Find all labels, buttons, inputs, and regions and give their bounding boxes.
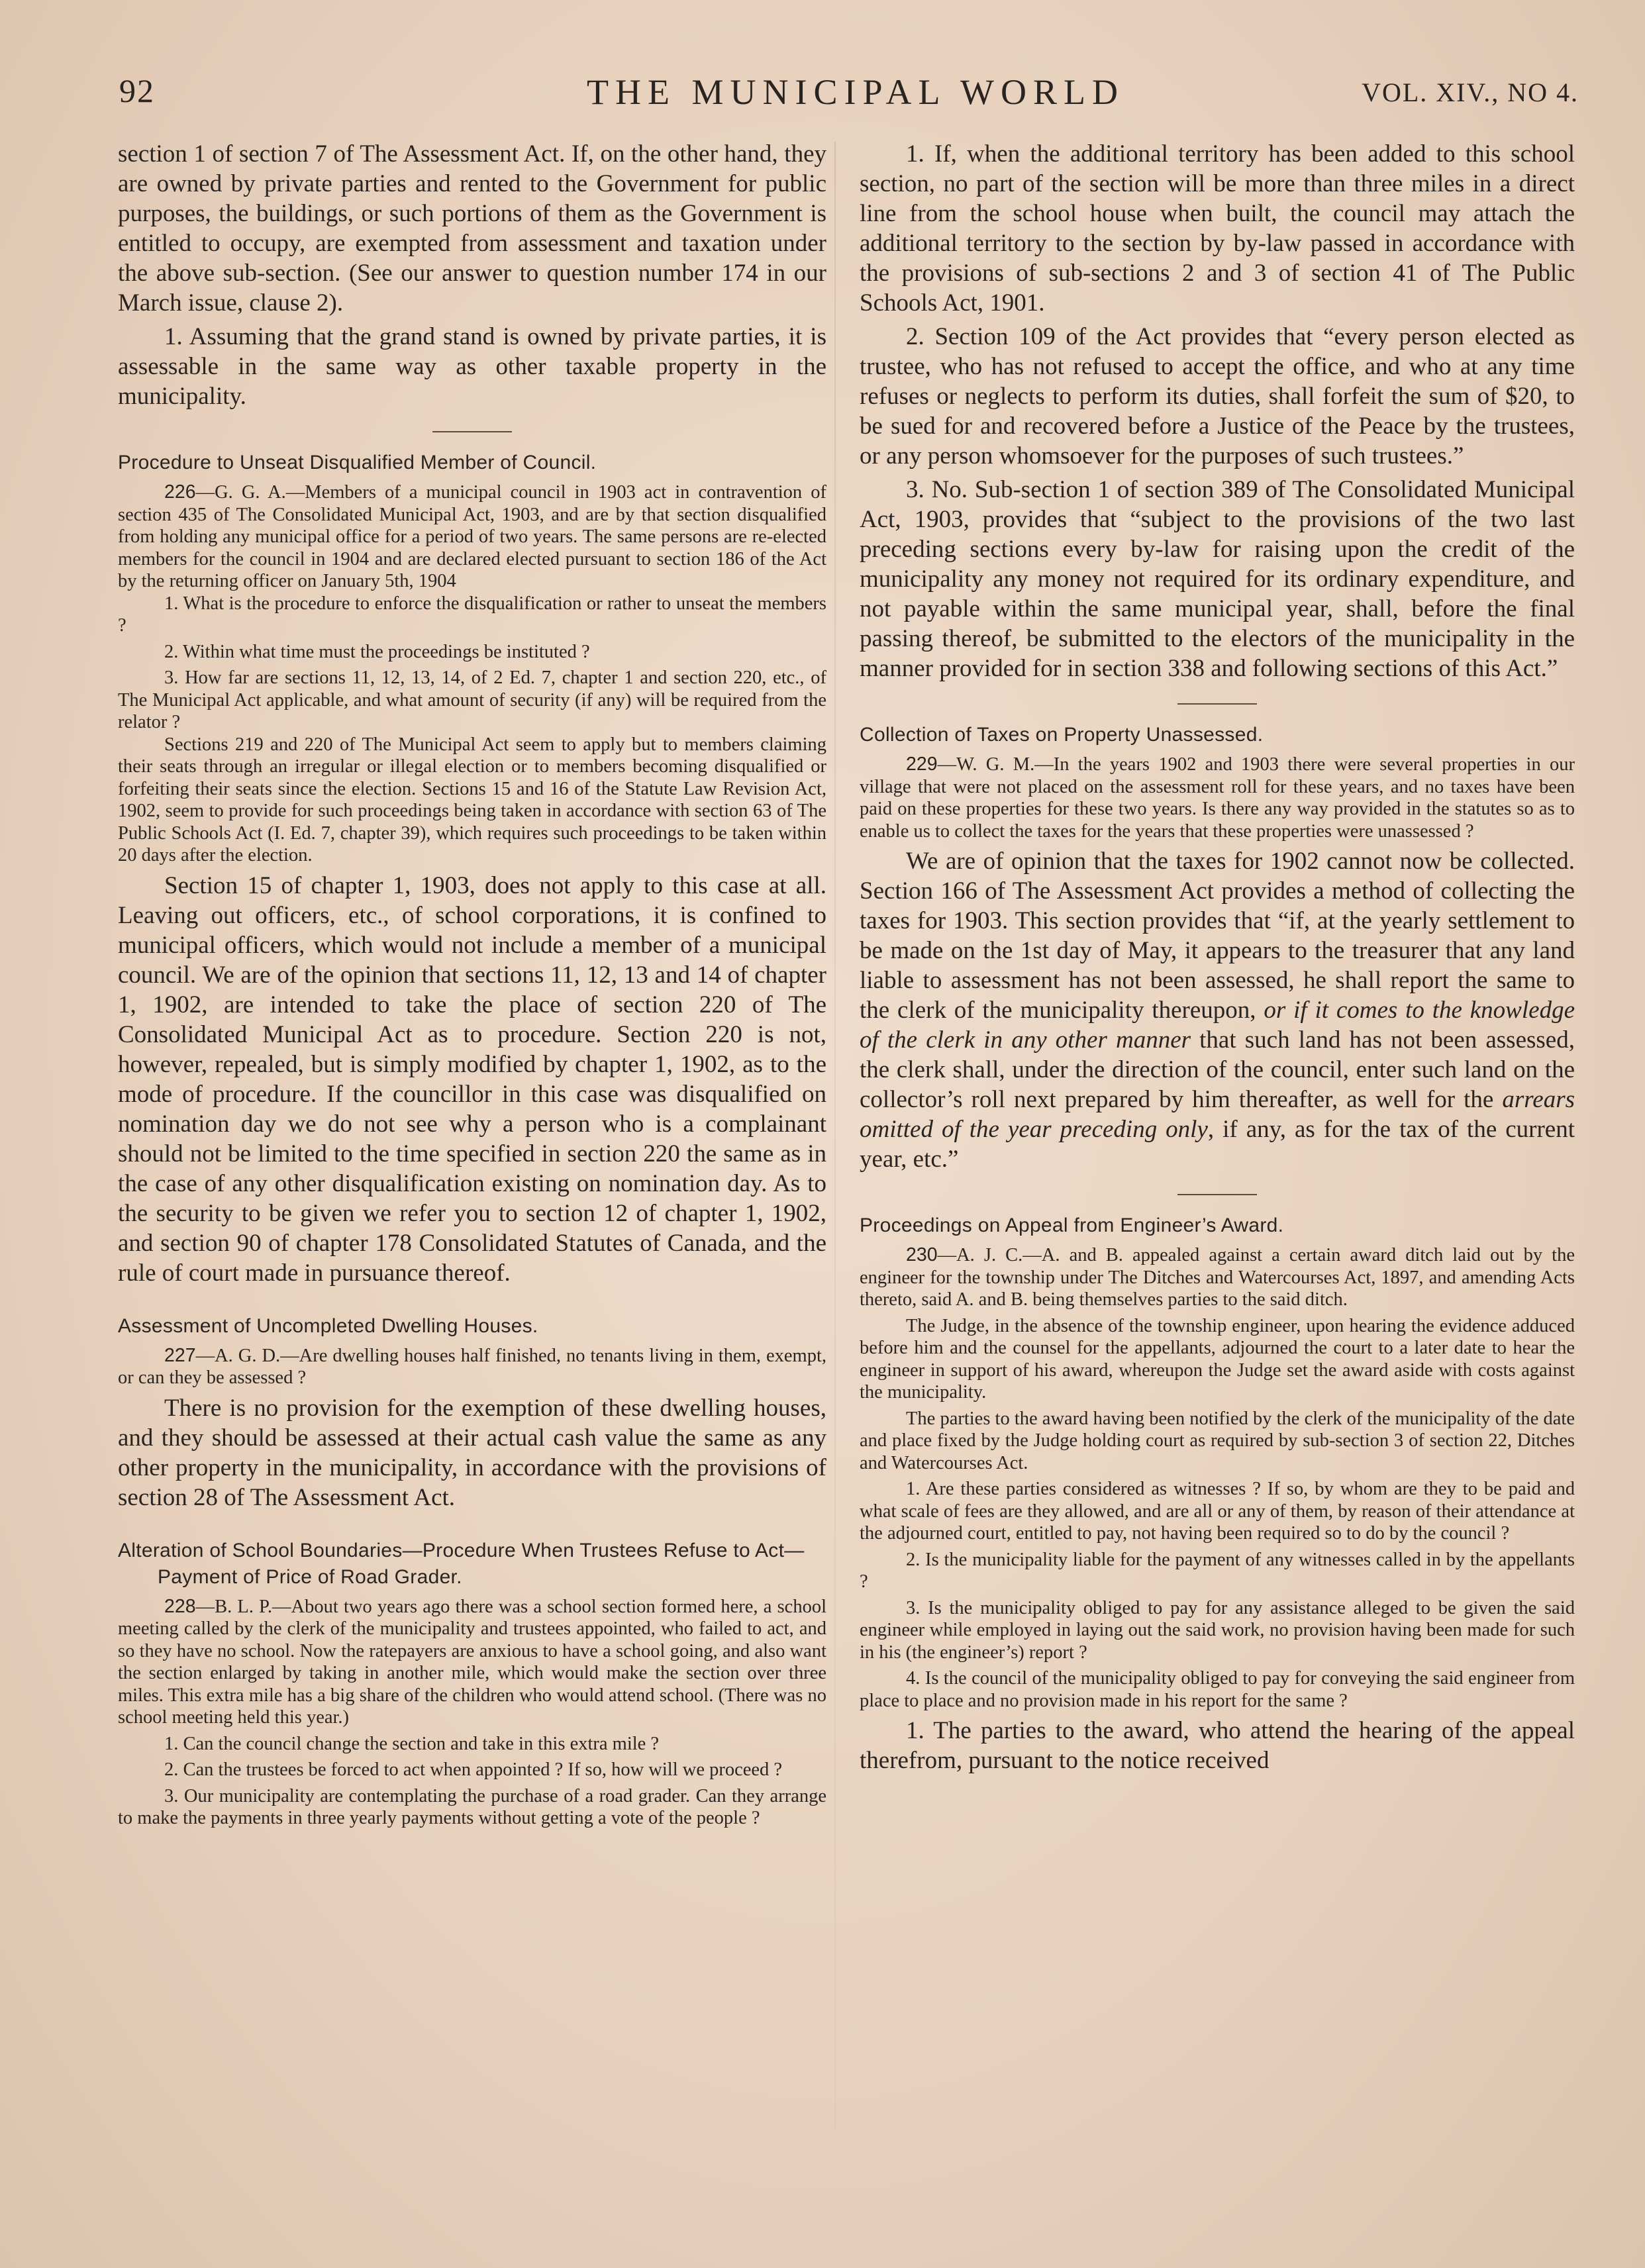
question-paragraph: The Judge, in the absence of the township engineer, upon hearing the evidence adduced before him and the counsel for the appellants, adjourned the court to a later date to hear the engineer in support of his award, whereupon the Judge set the award aside with costs against the municipality. — [860, 1315, 1575, 1403]
answer-paragraph: 2. Section 109 of the Act provides that “every person elected as trustee, who has not refused to accept the office, and who at any time refuses or neglects to perform its duties, shall forfeit the sum of $20, to be sued for and recovered before a Justice of the Peace by the trustees, or any person whomsoever for the purposes of such trustees.” — [860, 323, 1575, 469]
question-item: Sections 219 and 220 of The Municipal Act seem to apply but to members claiming their seats through an irregular or illegal election or to members becoming disqualified or forfeiting their seats since the election. Sections 15 and 16 of the Statute Law Revision Act, 1902, seem to provide for such proceedings being taken in accordance with section 63 of The Public Schools Act (I. Ed. 7, chapter 39), which requires such proceedings to be taken within 20 days after the election. — [118, 734, 826, 865]
question-item: 3. Is the municipality obliged to pay for any assistance alleged to be given the said engineer while employed in laying out the said work, no provision having been made for such in his (the engineer’s) report ? — [860, 1597, 1575, 1663]
question-item: 2. Is the municipality liable for the payment of any witnesses called in by the appellants ? — [860, 1549, 1575, 1592]
question-item: 1. What is the procedure to enforce the disqualification or rather to unseat the members ? — [118, 593, 826, 636]
question-item: 3. How far are sections 11, 12, 13, 14, of 2 Ed. 7, chapter 1 and section 220, etc., of The Municipal Act applicable, and what amount of security (if any) will be required from the relator ? — [118, 667, 826, 732]
question-paragraph — [118, 1345, 826, 1389]
question-paragraph — [860, 1244, 1575, 1311]
answer-paragraph: 1. The parties to the award, who attend the hearing of the appeal therefrom, pursuant to the notice received — [860, 1717, 1575, 1774]
question-text: —A. J. C.—A. and B. appealed against a certain award ditch laid out by the engineer for the township under The Ditches and Watercourses Act, 1897, and amending Acts thereto, said A. and B. being themselves parties to the said ditch. — [860, 1245, 1575, 1310]
section-heading: Proceedings on Appeal from Engineer’s Award. — [860, 1214, 1284, 1236]
question-number: 230 — [906, 1244, 938, 1265]
question-number: 228 — [164, 1595, 196, 1617]
question-item: 2. Within what time must the proceedings be instituted ? — [164, 641, 590, 662]
running-title: THE MUNICIPAL WORLD — [586, 72, 1124, 112]
page-number: 92 — [119, 72, 155, 109]
page-header — [119, 72, 1579, 118]
answer-paragraph: There is no provision for the exemption of these dwelling houses, and they should be assessed at their actual cash value the same as any other property in the municipality, in accordance with the provisions of section 28 of The Assessment Act. — [118, 1394, 826, 1511]
question-number: 229 — [906, 754, 938, 775]
question-item: 4. Is the council of the municipality obliged to pay for conveying the said engineer from place to place and no provision made in his report for the same ? — [860, 1668, 1575, 1711]
answer-paragraph: Section 15 of chapter 1, 1903, does not apply to this case at all. Leaving out officers, etc., of school corporations, it is confined to municipal officers, which would not include a member of a municipal council. We are of the opinion that sections 11, 12, 13 and 14 of chapter 1, 1902, are intended to take the place of section 220 of The Consolidated Municipal Act as to procedure. Section 220 is not, however, repealed, but is simply modified by chapter 1, 1902, as to the mode of procedure. If the councillor in this case was disqualified on nomination day we do not see why a person who is a complainant should not be limited to the time specified in section 220 the same as in the case of any other disqualification existing on nomination day. As to the security to be given we refer you to section 12 of chapter 1, 1902, and section 90 of chapter 178 Consolidated Statutes of Canada, and the rule of court made in pursuance thereof. — [118, 871, 826, 1287]
question-paragraph — [118, 1596, 826, 1729]
question-text: —G. G. A.—Members of a municipal council in 1903 act in contravention of section 435 of The Consolidated Municipal Act, 1903, and are by that section disqualified from holding any municipal office for a period of two years. The same persons are re-elected members for the council in 1904 and are declared elected pursuant to section 186 of the Act by the returning officer on January 5th, 1904 — [118, 482, 826, 591]
separator-rule — [432, 431, 512, 432]
answer-italic-text: arrears omitted of the year preceding only — [860, 1086, 1575, 1143]
section-heading: Assessment of Uncompleted Dwelling Houses. — [118, 1314, 538, 1337]
question-number: 226 — [164, 481, 196, 503]
answer-paragraph: 3. No. Sub-section 1 of section 389 of The Consolidated Municipal Act, 1903, provides that “subject to the provisions of the two last preceding sections every by-law for raising upon the credit of the municipality any money not required for its ordinary expenditure, and not payable within the same municipal year, shall, before the final passing thereof, be submitted to the electors of the municipality in the manner provided for in section 338 and following sections of this Act.” — [860, 476, 1575, 682]
answer-text: that such land has not been assessed, the clerk shall, under the direction of the council, enter such land on the collector’s roll next prepared by him thereafter, as well for the — [860, 1026, 1575, 1113]
answer-paragraph: 1. Assuming that the grand stand is owned by private parties, it is assessable in the same way as other taxable property in the municipality. — [118, 323, 826, 410]
question-number: 227 — [164, 1344, 196, 1366]
separator-rule — [1177, 1194, 1257, 1195]
left-column — [118, 139, 826, 1830]
question-item: 2. Can the trustees be forced to act when appointed ? If so, how will we proceed ? — [164, 1759, 783, 1780]
question-item: 1. Are these parties considered as witnesses ? If so, by whom are they to be paid and what scale of fees are they allowed, and are all or any of them, by reason of their attendance at the adjourned court, entitled to pay, not having been required so to do by the council ? — [860, 1479, 1575, 1544]
question-text: —B. L. P.—About two years ago there was a school section formed here, a school meeting called by the clerk of the municipality and trustees appointed, who failed to act, and so they have no school. Now the ratepayers are anxious to have a school going, and also want the section enlarged by taking in another mile, which would make the section over three miles. This extra mile has a big share of the children who would attend school. (There was no school meeting held this year.) — [118, 1596, 826, 1728]
separator-rule — [1177, 703, 1257, 705]
section-heading: Procedure to Unseat Disqualified Member of Council. — [118, 452, 597, 473]
answer-text: , if any, as for the tax of the current year, etc.” — [860, 1116, 1575, 1173]
column-divider — [834, 142, 836, 2128]
right-column — [860, 139, 1575, 1775]
section-heading: Collection of Taxes on Property Unassessed. — [860, 724, 1264, 746]
answer-paragraph — [860, 846, 1575, 1174]
question-text: —A. G. D.—Are dwelling houses half finished, no tenants living in them, exempt, or can they be assessed ? — [118, 1345, 826, 1388]
question-paragraph — [118, 481, 826, 593]
answer-text: We are of opinion that the taxes for 1902 cannot now be collected. Section 166 of The Assessment Act provides a method of collecting the taxes for 1903. This section provides that “if, at the yearly settlement to be made on the 1st day of May, it appears to the treasurer that any land liable to assessment has not been assessed, he shall report the same to the clerk of the municipality thereupon, — [860, 848, 1575, 1024]
question-item: 3. Our municipality are contemplating the purchase of a road grader. Can they arrange to make the payments in three yearly payments without getting a vote of the people ? — [118, 1785, 826, 1828]
answer-paragraph: section 1 of section 7 of The Assessment Act. If, on the other hand, they are owned by private parties and rented to the Government for public purposes, the buildings, or such portions of them as the Government is entitled to occupy, are exempted from assessment and taxation under the above sub-section. (See our answer to question number 174 in our March issue, clause 2). — [118, 140, 826, 317]
answer-paragraph: 1. If, when the additional territory has been added to this school section, no part of the section will be more than three miles in a direct line from the school house when built, the council may attach the additional territory to the section by by-law passed in accordance with the provisions of sub-sections 2 and 3 of section 41 of The Public Schools Act, 1901. — [860, 140, 1575, 317]
question-paragraph: The parties to the award having been notified by the clerk of the municipality of the date and place fixed by the Judge holding court as required by sub-section 3 of section 22, Ditches and Watercourses Act. — [860, 1408, 1575, 1473]
question-paragraph — [860, 754, 1575, 842]
section-heading: Alteration of School Boundaries—Procedure When Trustees Refuse to Act—Payment of Price of Road Grader. — [118, 1539, 805, 1588]
answer-italic-text: or if it comes to the knowledge of the clerk in any other manner — [860, 997, 1575, 1054]
question-text: —W. G. M.—In the years 1902 and 1903 there were several properties in our village that were not placed on the assessment roll for these years, and no taxes have been paid on these properties for these two years. Is there any way provided in the statutes so as to enable us to collect the taxes for the years that these properties were unassessed ? — [860, 754, 1575, 842]
volume-number: VOL. XIV., NO 4. — [1362, 77, 1579, 107]
question-item: 1. Can the council change the section and take in this extra mile ? — [164, 1733, 660, 1754]
